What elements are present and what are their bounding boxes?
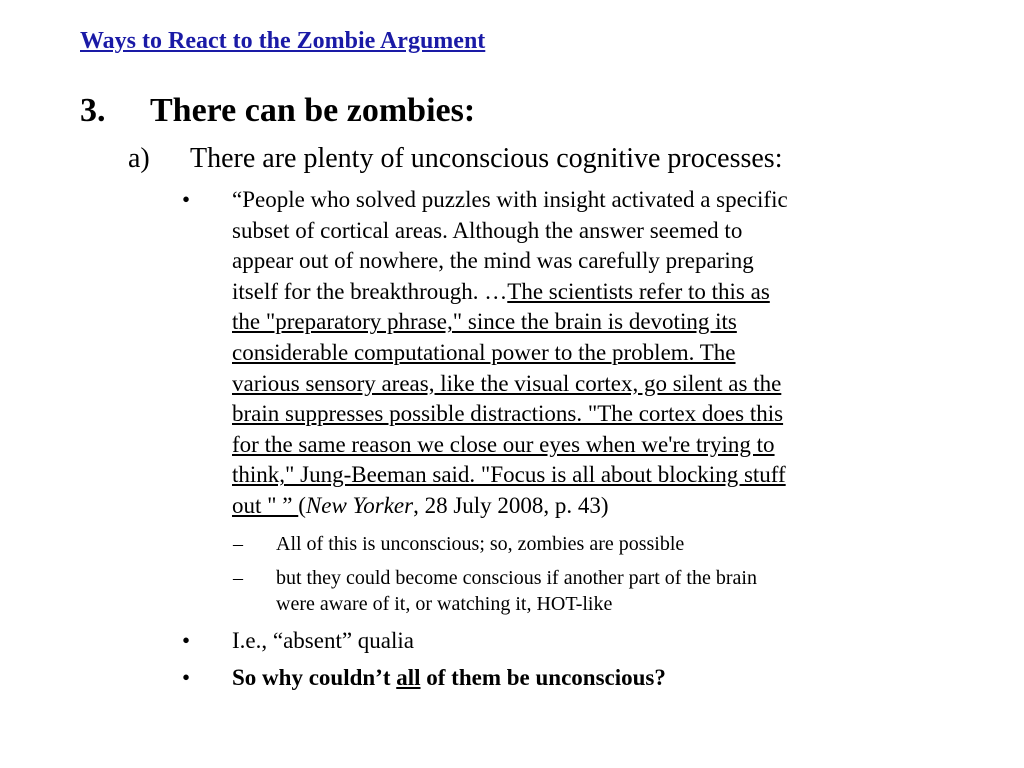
bullet-3-text bbox=[232, 663, 666, 694]
dash-item-2-line-1: but they could become conscious if another part of the brain bbox=[276, 567, 757, 589]
bullet-marker-2: • bbox=[182, 628, 191, 653]
quote-line-3: appear out of nowhere, the mind was carefully preparing bbox=[232, 248, 754, 274]
sub-point-a-label: a) bbox=[128, 143, 150, 174]
dash-item-1 bbox=[276, 531, 684, 557]
dash-item-1-line-1: All of this is unconscious; so, zombies are possible bbox=[276, 533, 685, 555]
quote-last-underlined: out " ” bbox=[232, 492, 299, 518]
point-3 bbox=[80, 92, 475, 130]
quote-line-4-underlined: The scientists refer to this as bbox=[507, 278, 770, 304]
quote-line-4 bbox=[232, 277, 932, 308]
quote-line-8: brain suppresses possible distractions. "The cortex does this bbox=[232, 401, 784, 427]
point-3-text: There can be zombies: bbox=[150, 92, 476, 129]
quote-line-11 bbox=[232, 491, 932, 522]
slide-title-link[interactable]: Ways to React to the Zombie Argument bbox=[80, 28, 486, 54]
quote-line-10: think," Jung-Beeman said. "Focus is all about blocking stuff bbox=[232, 462, 786, 488]
dash-item-2 bbox=[276, 565, 757, 617]
citation-rest: , 28 July 2008, p. 43) bbox=[413, 492, 609, 518]
bullet-3-text-underlined: all bbox=[396, 665, 421, 690]
dash-marker-1: – bbox=[233, 533, 243, 555]
quote-line-4-plain: itself for the breakthrough. … bbox=[232, 278, 508, 304]
bullet-3-text-before: So why couldn’t bbox=[232, 665, 397, 690]
quote-line-2: subset of cortical areas. Although the answer seemed to bbox=[232, 217, 743, 243]
quote-line-1: “People who solved puzzles with insight activated a specific bbox=[232, 187, 788, 212]
point-3-number: 3. bbox=[80, 92, 106, 129]
citation-source: New Yorker bbox=[305, 492, 414, 518]
quote-line-5: the "preparatory phrase," since the brain is devoting its bbox=[232, 309, 737, 335]
quote-line-6: considerable computational power to the problem. The bbox=[232, 339, 736, 365]
quote-line-7: various sensory areas, like the visual cortex, go silent as the bbox=[232, 370, 782, 396]
sub-point-a-text: There are plenty of unconscious cognitive processes: bbox=[190, 143, 783, 174]
quote-line-9: for the same reason we close our eyes when we're trying to bbox=[232, 431, 775, 457]
bullet-2-text: I.e., “absent” qualia bbox=[232, 628, 414, 653]
quote-paragraph bbox=[232, 185, 932, 522]
citation-open: ( bbox=[298, 492, 306, 518]
bullet-marker-quote: • bbox=[182, 187, 191, 212]
bullet-3-text-after: of them be unconscious? bbox=[420, 665, 666, 690]
dash-item-2-line-2: were aware of it, or watching it, HOT-like bbox=[276, 593, 613, 615]
dash-marker-2: – bbox=[233, 567, 243, 589]
bullet-marker-3: • bbox=[182, 665, 191, 690]
sub-point-a bbox=[128, 143, 782, 175]
